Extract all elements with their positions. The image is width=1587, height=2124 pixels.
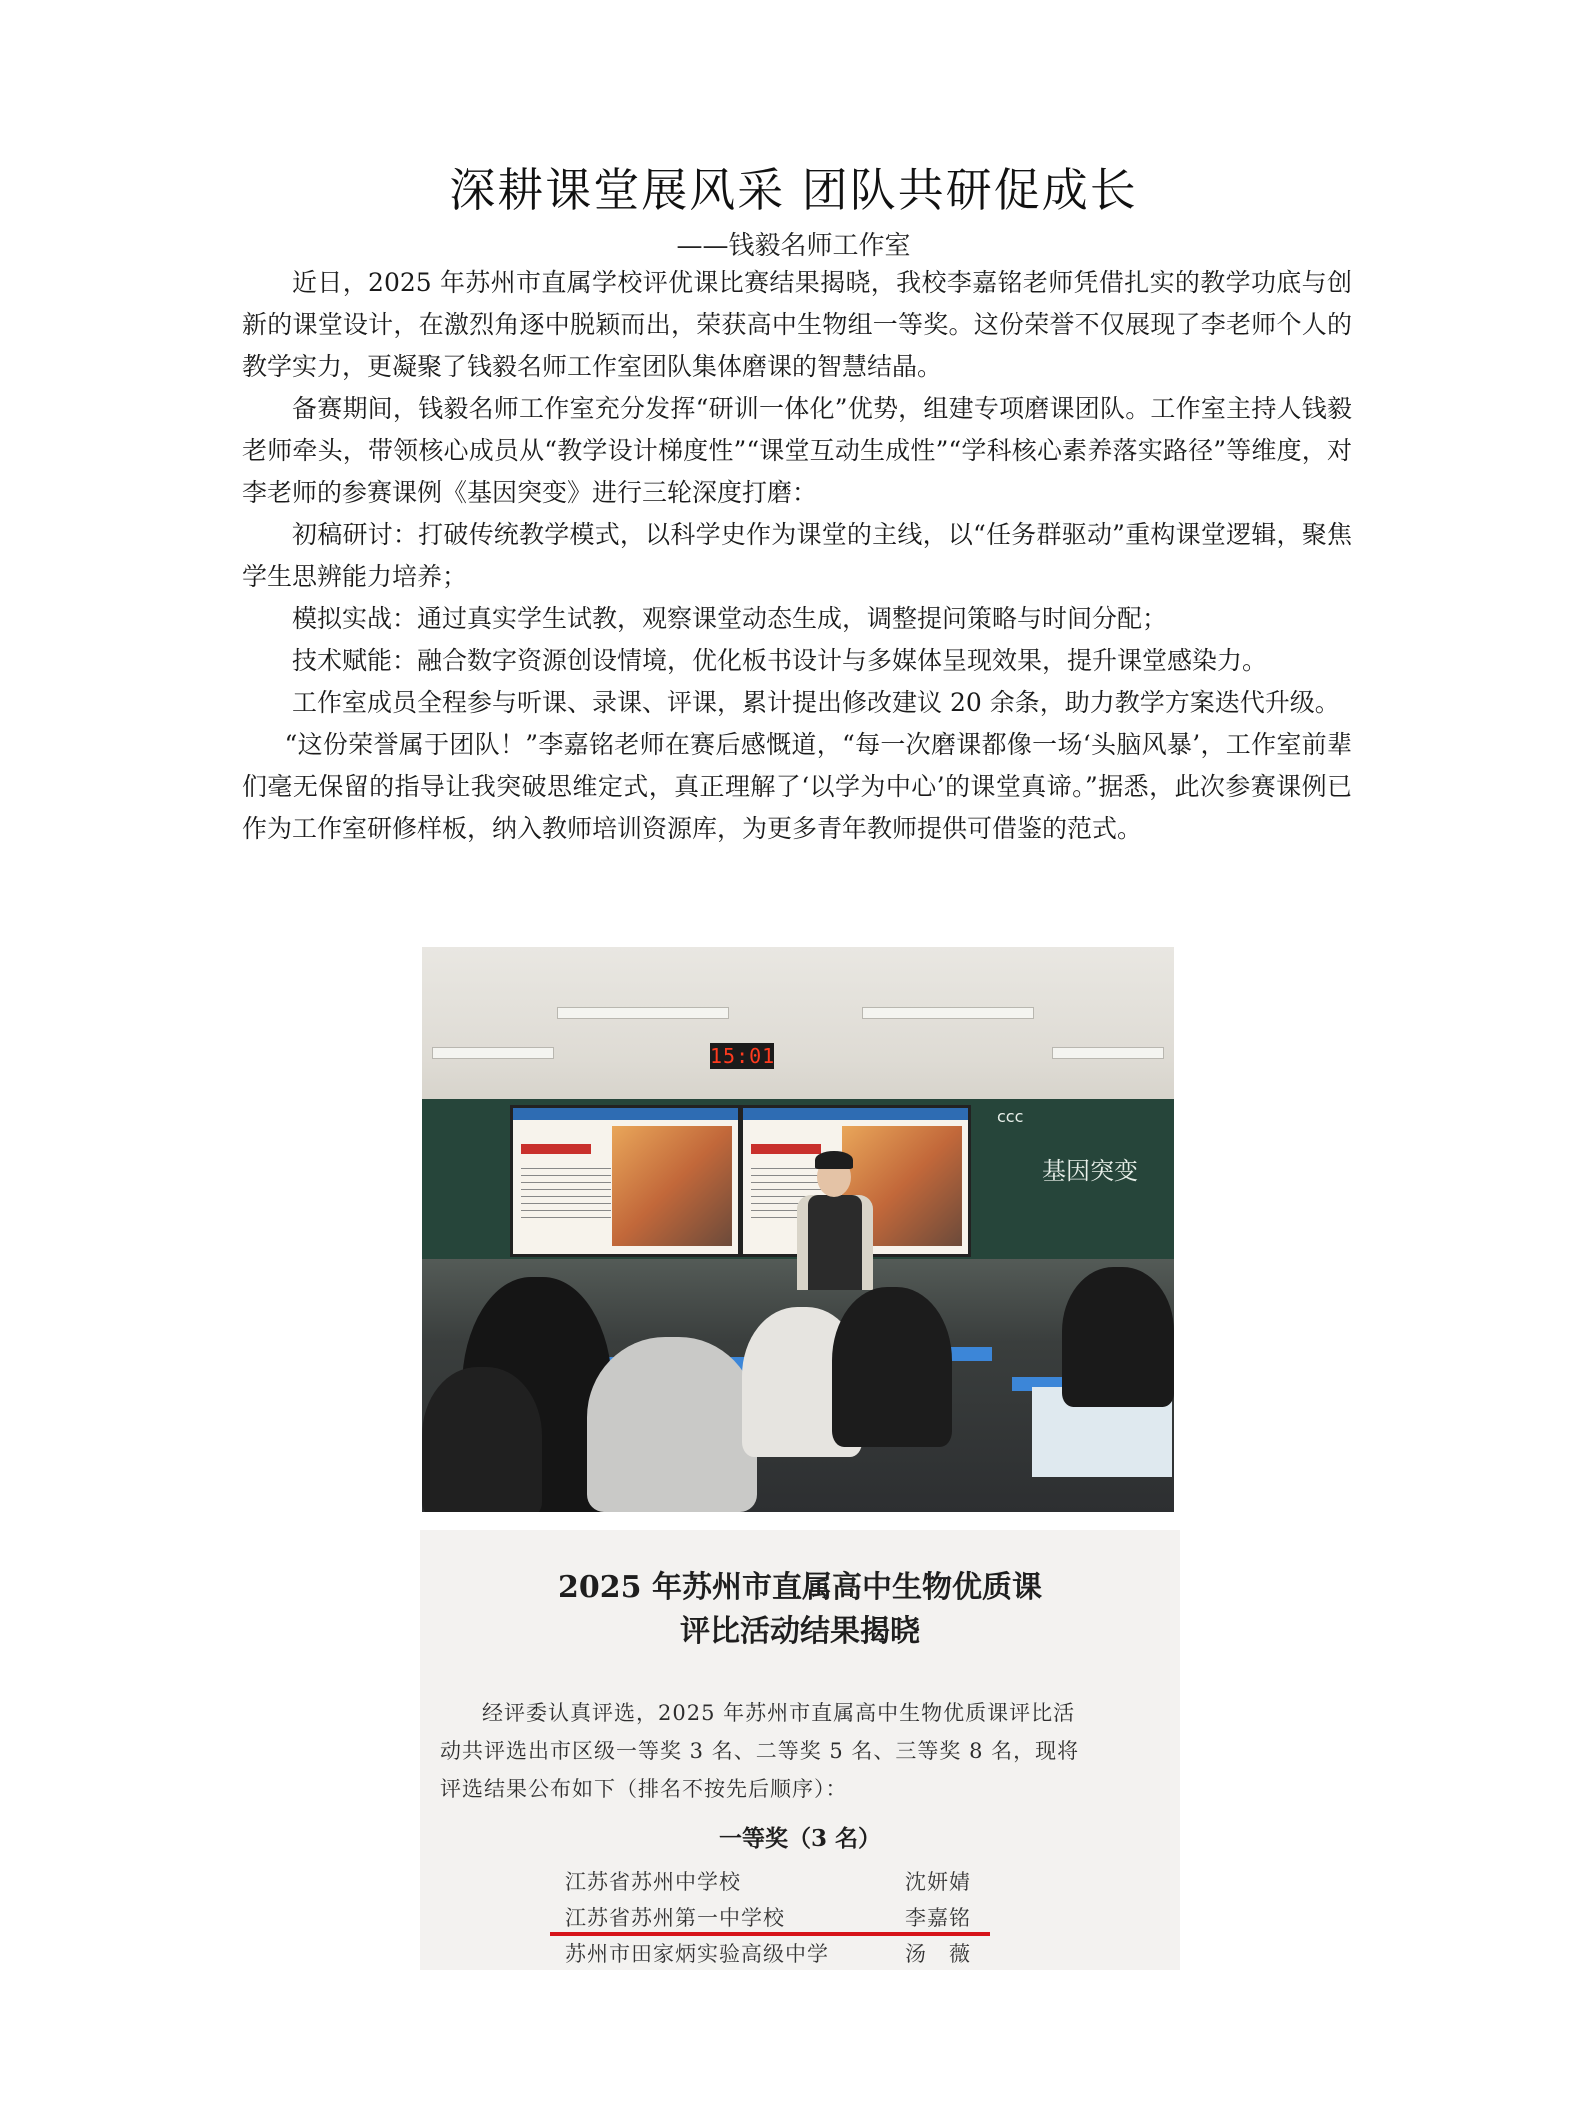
chalk-writing-small: ccc <box>997 1107 1024 1126</box>
winner-row <box>565 1866 1125 1900</box>
notice-line-3: 评选结果公布如下（排名不按先后顺序）： <box>440 1777 848 1801</box>
winner-school: 苏州市田家炳实验高级中学 <box>565 1942 829 1966</box>
article-subtitle: ——钱毅名师工作室 <box>676 231 911 261</box>
winner-school: 江苏省苏州第一中学校 <box>565 1906 785 1930</box>
paragraph-3: 初稿研讨：打破传统教学模式，以科学史作为课堂的主线，以“任务群驱动”重构课堂逻辑，聚焦学生思辨能力培养； <box>242 520 1352 591</box>
student <box>587 1337 757 1512</box>
article-title: 深耕课堂展风采 团队共研促成长 <box>449 163 1138 217</box>
paragraph-6: 工作室成员全程参与听课、录课、评课，累计提出修改建议 20 余条，助力教学方案迭代升级。 <box>292 688 1340 717</box>
paragraph-1: 近日，2025 年苏州市直属学校评优课比赛结果揭晓，我校李嘉铭老师凭借扎实的教学功底与创新的课堂设计，在激烈角逐中脱颖而出，荣获高中生物组一等奖。这份荣誉不仅展现了李老师个人的教学实力，更凝聚了钱毅名师工作室团队集体磨课的智慧结晶。 <box>242 268 1352 381</box>
student <box>832 1287 952 1447</box>
paragraph-7: “这份荣誉属于团队！”李嘉铭老师在赛后感慨道，“每一次磨课都像一场‘头脑风暴’，工作室前辈们毫无保留的指导让我突破思维定式，真正理解了‘以学为中心’的课堂真谛。”据悉，此次参赛课例已作为工作室研修样板，纳入教师培训资源库，为更多青年教师提供可借鉴的范式。 <box>242 730 1352 843</box>
paragraph-5: 技术赋能：融合数字资源创设情境，优化板书设计与多媒体呈现效果，提升课堂感染力。 <box>292 646 1268 675</box>
paragraph-4: 模拟实战：通过真实学生试教，观察课堂动态生成，调整提问策略与时间分配； <box>292 604 1168 633</box>
classroom-photo <box>422 947 1174 1512</box>
article-body <box>242 262 1352 850</box>
ceiling-light <box>432 1047 554 1059</box>
notice-paragraph <box>440 1694 1160 1808</box>
winner-row-highlighted <box>565 1902 1125 1936</box>
projector-screen-left <box>510 1105 741 1257</box>
ceiling-light <box>557 1007 729 1019</box>
winner-name: 李嘉铭 <box>905 1906 971 1930</box>
ceiling-light <box>1052 1047 1164 1059</box>
winner-name: 汤 薇 <box>905 1942 971 1966</box>
student <box>422 1367 542 1512</box>
red-underline <box>550 1932 990 1936</box>
notice-line-2: 动共评选出市区级一等奖 3 名、二等奖 5 名、三等奖 8 名，现将 <box>440 1739 1080 1763</box>
winner-name: 沈妍婧 <box>905 1870 971 1894</box>
ceiling-light <box>862 1007 1034 1019</box>
winner-school: 江苏省苏州中学校 <box>565 1870 741 1894</box>
notice-title-line2: 评比活动结果揭晓 <box>680 1614 920 1649</box>
notice-title-line1: 2025 年苏州市直属高中生物优质课 <box>558 1570 1042 1605</box>
chalk-writing: 基因突变 <box>1042 1157 1138 1185</box>
digital-clock: 15:01 <box>710 1044 776 1068</box>
notice-line-1: 经评委认真评选，2025 年苏州市直属高中生物优质课评比活 <box>482 1701 1076 1725</box>
award-heading: 一等奖（3 名） <box>718 1825 881 1852</box>
student <box>1062 1267 1174 1407</box>
winner-row <box>565 1938 1125 1970</box>
paragraph-2: 备赛期间，钱毅名师工作室充分发挥“研训一体化”优势，组建专项磨课团队。工作室主持人钱毅老师牵头，带领核心成员从“教学设计梯度性”“课堂互动生成性”“学科核心素养落实路径”等维度，对李老师的参赛课例《基因突变》进行三轮深度打磨： <box>242 394 1352 507</box>
award-notice-scan <box>420 1530 1180 1970</box>
